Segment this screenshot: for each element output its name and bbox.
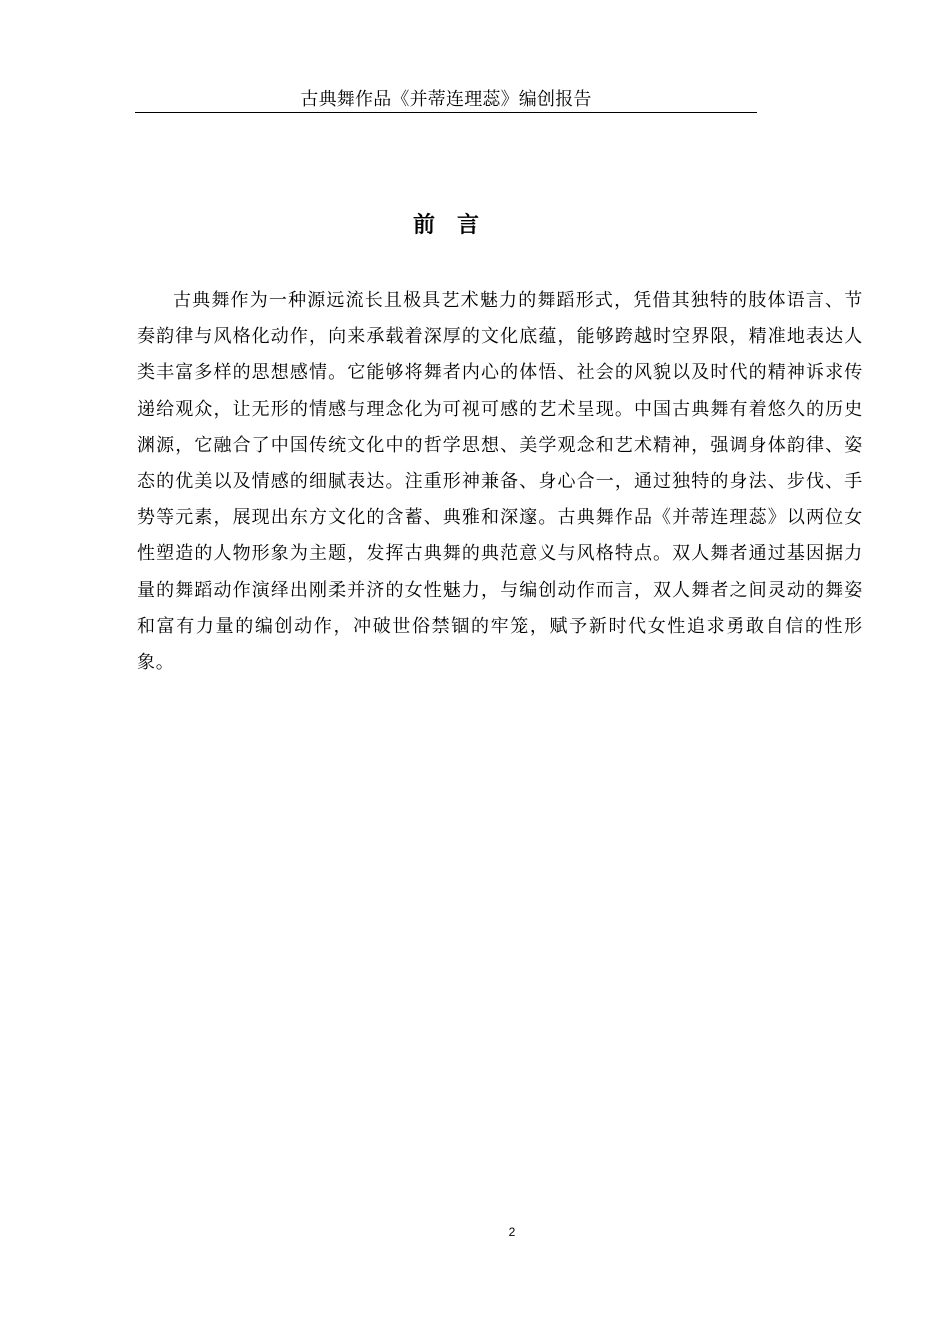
running-header-title: 古典舞作品《并蒂连理蕊》编创报告 <box>300 89 592 110</box>
header-divider <box>135 112 757 113</box>
page-number: 2 <box>508 1225 516 1239</box>
section-title: 前 言 <box>412 212 479 238</box>
body-paragraph: 古典舞作为一种源远流长且极具艺术魅力的舞蹈形式，凭借其独特的肢体语言、节奏韵律与风格化动作，向来承载着深厚的文化底蕴，能够跨越时空界限，精准地表达人类丰富多样的思想感情。它能够将舞者内心的体悟、社会的风貌以及时代的精神诉求传递给观众，让无形的情感与理念化为可视可感的艺术呈现。中国古典舞有着悠久的历史渊源，它融合了中国传统文化中的哲学思想、美学观念和艺术精神，强调身体韵律、姿态的优美以及情感的细腻表达。注重形神兼备、身心合一，通过独特的身法、步伐、手势等元素，展现出东方文化的含蓄、典雅和深邃。古典舞作品《并蒂连理蕊》以两位女性塑造的人物形象为主题，发挥古典舞的典范意义与风格特点。双人舞者通过基因据力量的舞蹈动作演绎出刚柔并济的女性魅力，与编创动作而言，双人舞者之间灵动的舞姿和富有力量的编创动作，冲破世俗禁锢的牢笼，赋予新时代女性追求勇敢自信的性形象。 <box>137 290 863 674</box>
page-number-container <box>0 1224 950 1240</box>
